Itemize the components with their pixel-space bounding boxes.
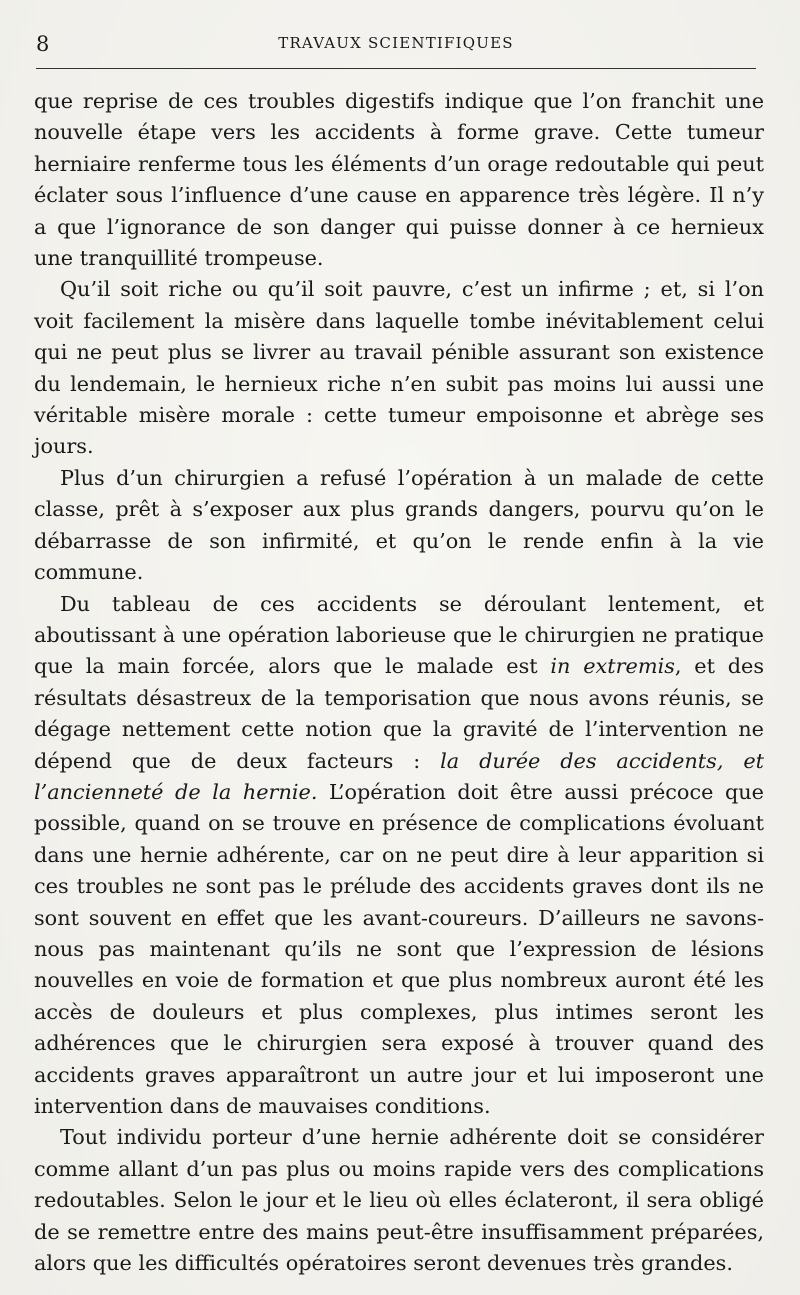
paragraph-1: que reprise de ces troubles digestifs indique que l’on franchit une nouvelle étape vers les accidents à forme grave. Cette tumeur herniaire renferme tous les éléments d’un orage redoutable qui peut éclater sous l’influence d’une cause en apparence très légère. Il n’y a que l’ignorance de son danger qui puisse donner à ce hernieux une tranquillité trompeuse. (34, 89, 764, 271)
page-number: 8 (36, 32, 50, 56)
running-head (36, 28, 756, 54)
paragraph-4-text-a: Du tableau de ces accidents se déroulant lentement, et aboutissant à une opération laborieuse que le chirurgien ne pratique que la main forcée, alors que le malade est (34, 591, 764, 679)
paragraph-4-text-b: , et des résultats désastreux de la temporisation que nous avons réunis, se dégage nettement cette notion que la gravité de l’intervention ne dépend que de deux facteurs : (34, 654, 764, 773)
paragraph-3: Plus d’un chirurgien a refusé l’opération à un malade de cette classe, prêt à s’exposer aux plus grands dangers, pourvu qu’on le débarrasse de son infirmité, et qu’on le rende enfin à la vie commune. (34, 465, 764, 585)
paragraph-2: Qu’il soit riche ou qu’il soit pauvre, c’est un infirme ; et, si l’on voit facilement la misère dans laquelle tombe inévitablement celui qui ne peut plus se livrer au travail pénible assurant son existence du lendemain, le hernieux riche n’en subit pas moins lui aussi une véritable misère morale : cette tumeur empoisonne et abrège ses jours. (34, 277, 764, 459)
paragraph-4 (34, 589, 764, 1123)
body-text (34, 86, 764, 1279)
header-rule (36, 68, 756, 69)
paragraph-4-text-c: L’opération doit être aussi précoce que possible, quand on se trouve en présence de complications évoluant dans une hernie adhérente, car on ne peut dire à leur apparition si ces troubles ne sont pas le prélude des accidents graves dont ils ne sont souvent en effet que les avant-coureurs. D’ailleurs ne savons-nous pas maintenant qu’ils ne sont que l’expression de lésions nouvelles en voie de formation et que plus nombreux auront été les accès de douleurs et plus complexes, plus intimes seront les adhérences que le chirurgien sera exposé à trouver quand des accidents graves apparaîtront un autre jour et lui imposeront une intervention dans de mauvaises conditions. (34, 779, 764, 1118)
paragraph-4-italic-b: la durée des accidents, et l’ancienneté de la hernie. (34, 748, 764, 804)
running-title: TRAVAUX SCIENTIFIQUES (278, 34, 514, 52)
paragraph-5: Tout individu porteur d’une hernie adhérente doit se considérer comme allant d’un pas plus ou moins rapide vers des complications redoutables. Selon le jour et le lieu où elles éclateront, il sera obligé de se remettre entre des mains peut-être insuffisamment préparées, alors que les difficultés opératoires seront devenues très grandes. (34, 1125, 764, 1276)
paragraph-4-italic-a: in extremis (550, 654, 675, 679)
